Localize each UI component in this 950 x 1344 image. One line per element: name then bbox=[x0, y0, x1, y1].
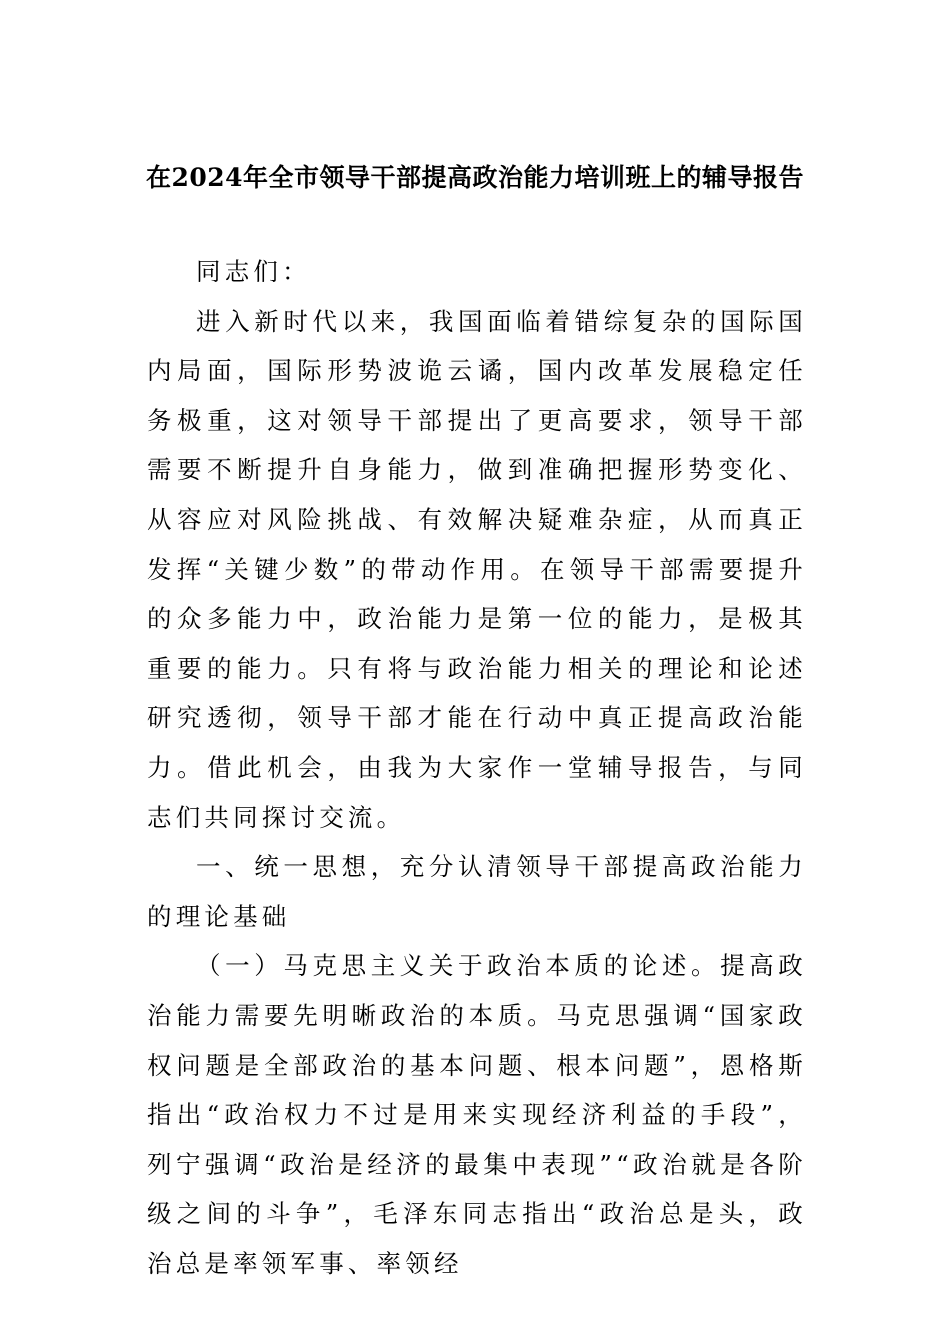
paragraph-intro: 进入新时代以来，我国面临着错综复杂的国际国内局面，国际形势波诡云谲，国内改革发展稳定任务极重，这对领导干部提出了更高要求，领导干部需要不断提升自身能力，做到准确把握形势变化、从容应对风险挑战、有效解决疑难杂症，从而真正发挥“关键少数”的带动作用。在领导干部需要提升的众多能力中，政治能力是第一位的能力，是极其重要的能力。只有将与政治能力相关的理论和论述研究透彻，领导干部才能在行动中真正提高政治能力。借此机会，由我为大家作一堂辅导报告，与同志们共同探讨交流。 bbox=[147, 306, 807, 832]
document-title: 在2024年全市领导干部提高政治能力培训班上的辅导报告 bbox=[145, 163, 805, 192]
salutation: 同志们： bbox=[196, 257, 311, 286]
document-body bbox=[147, 247, 807, 1288]
section-heading-1: 一、统一思想，充分认清领导干部提高政治能力的理论基础 bbox=[147, 852, 807, 931]
paragraph-subsection-1: （一）马克思主义关于政治本质的论述。提高政治能力需要先明晰政治的本质。马克思强调“国家政权问题是全部政治的基本问题、根本问题”，恩格斯指出“政治权力不过是用来实现经济利益的手段”，列宁强调“政治是经济的最集中表现”“政治就是各阶级之间的斗争”，毛泽东同志指出“政治总是头，政治总是率领军事、率领经 bbox=[147, 951, 807, 1278]
